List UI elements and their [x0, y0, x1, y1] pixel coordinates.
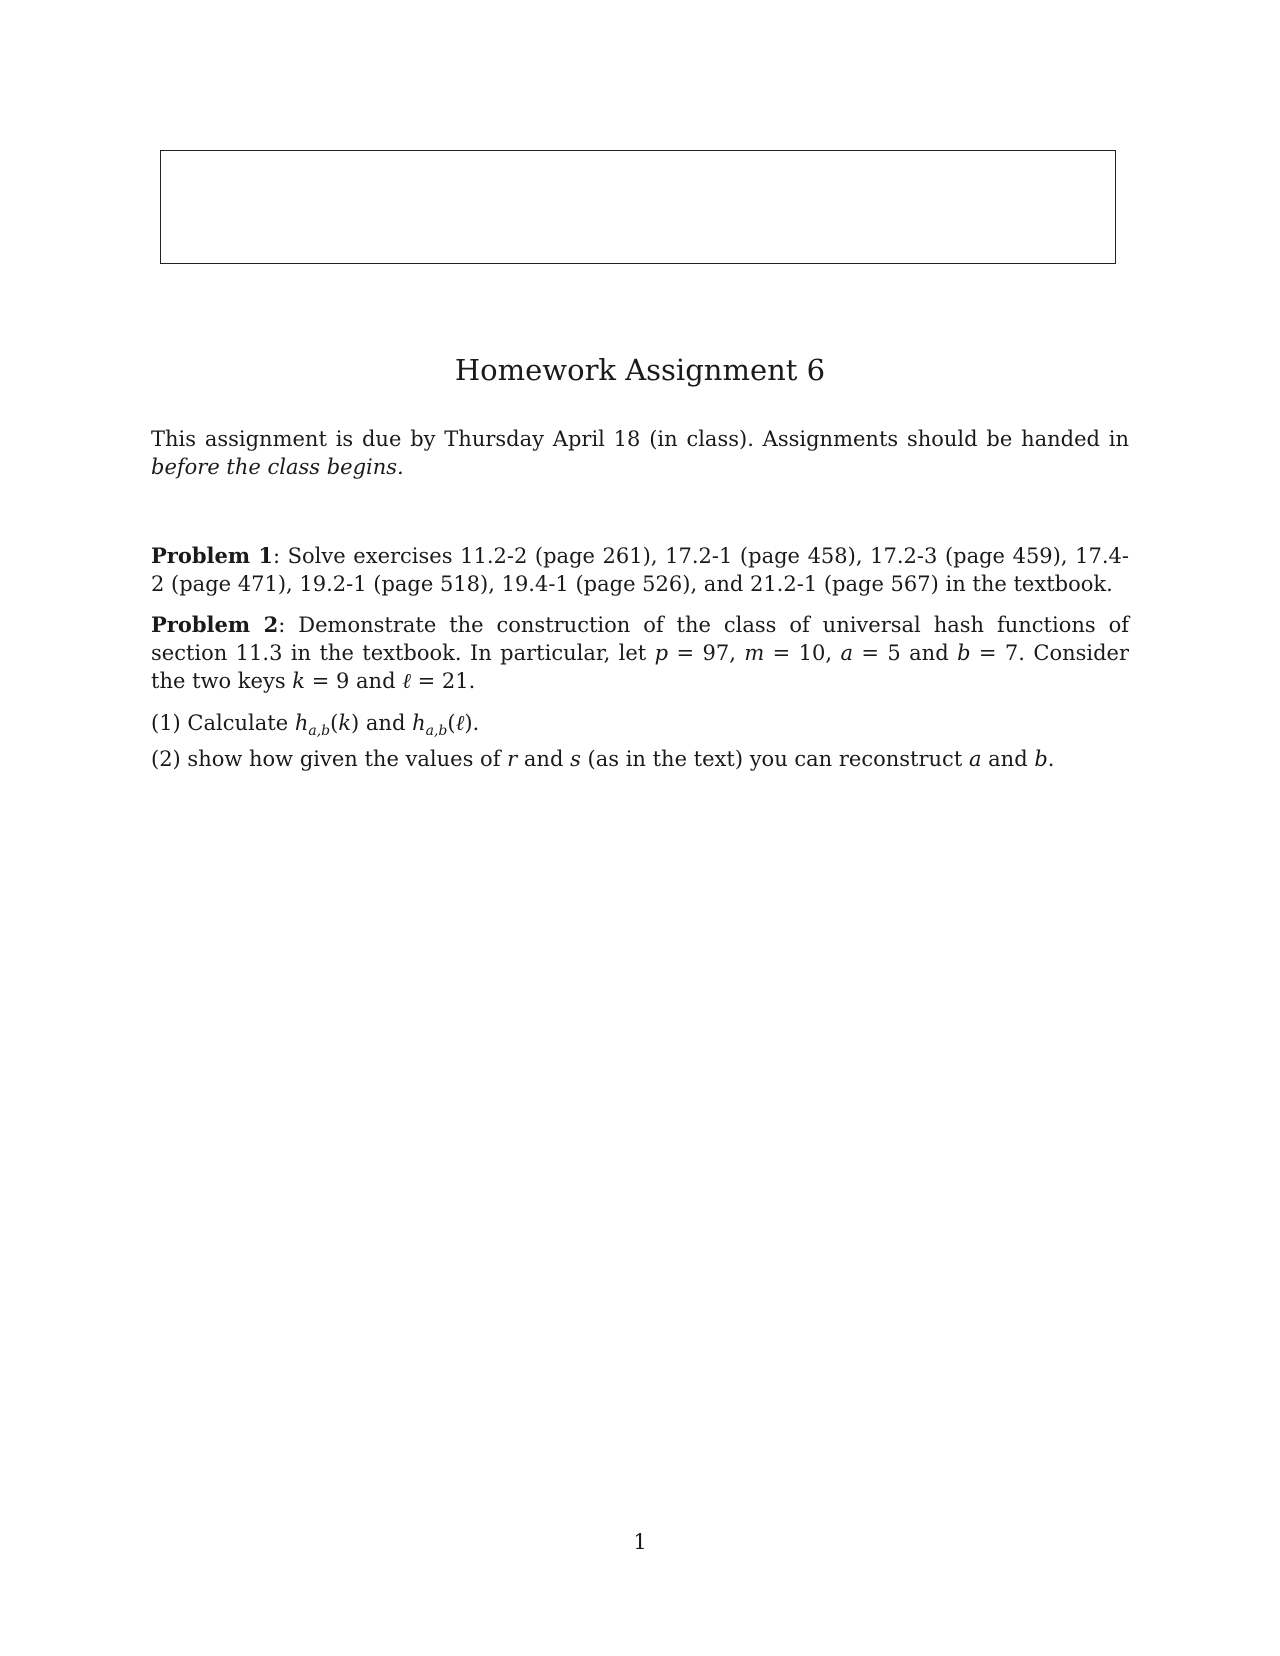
due-emphasis: before the class begins.	[151, 455, 404, 479]
problem-2: Problem 2: Demonstrate the construction of the class of universal hash functions of section 11.3 in the textbook. In particular, let p = 97, m = 10, a = 5 and b = 7. Consider the two keys k = 9 and ℓ = 21.	[151, 612, 1130, 693]
header-box	[160, 150, 1116, 264]
page-number: 1	[633, 1530, 647, 1554]
problem-1-text: Solve exercises 11.2-2 (page 261), 17.2-1 (page 458), 17.2-3 (page 459), 17.4-2 (page 471), 19.2-1 (page 518), 19.4-1 (page 526), and 21.2-1 (page 567) in the textbook.	[151, 544, 1129, 596]
step-2-mid: (as in the text) you can reconstruct	[587, 747, 963, 771]
m-value: 10	[798, 641, 826, 665]
b-value: 7	[1004, 641, 1019, 665]
problem-1-label: Problem 1	[151, 543, 273, 568]
step-1-label: (1) Calculate	[151, 711, 289, 735]
problem-1: Problem 1: Solve exercises 11.2-2 (page 261), 17.2-1 (page 458), 17.2-3 (page 459), 17.4-2 (page 471), 19.2-1 (page 518), 19.4-1 (page 526), and 21.2-1 (page 567) in the textbook.	[151, 543, 1129, 596]
k-value: 9	[335, 669, 350, 693]
a-value: 5	[887, 641, 901, 665]
p-value: 97	[702, 641, 730, 665]
problem-2-intro: Demonstrate the construction of the class of universal hash functions of section 11.3 in the textbook. In particular, let	[151, 613, 1129, 665]
l-value: 21	[441, 669, 469, 693]
problem-2-steps: (1) Calculate $h_{a,b}(k)$ and $h_{a,b}(\ell)$. (2) show how given the values of r and s (as in the text) you can reconstruct a and b.	[151, 711, 1055, 771]
step-2-text: (2) show how given the values of	[151, 747, 501, 771]
page-title: Homework Assignment 6	[454, 353, 826, 387]
due-text: This assignment is due by Thursday April 18 (in class). Assignments should be handed in	[151, 427, 1129, 451]
consider-text: Consider the two keys	[151, 641, 1130, 693]
problem-2-label: Problem 2	[151, 612, 279, 637]
due-date-notice	[151, 425, 1129, 481]
